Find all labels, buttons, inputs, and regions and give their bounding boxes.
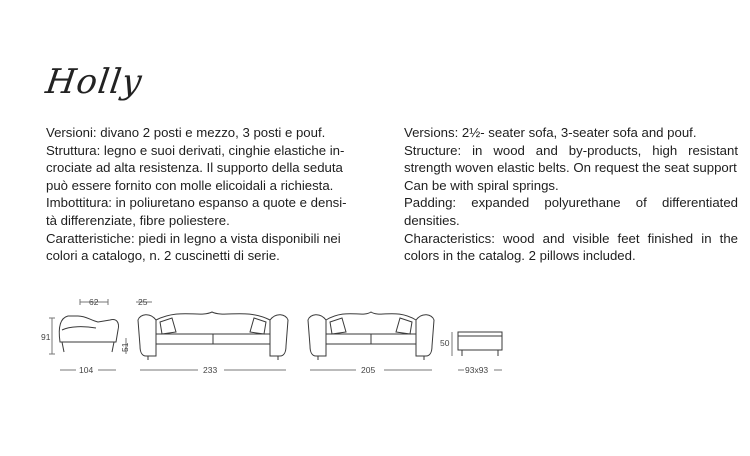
dim-seat-height: 51 <box>120 342 130 352</box>
sofa-2-seater-drawing <box>308 312 434 370</box>
side-view-drawing <box>49 299 126 370</box>
en-characteristics: Characteristics: wood and visible feet finished in the colors in the catalog. 2 pillows included. <box>404 230 738 264</box>
sofa-3-seater-drawing <box>136 302 288 370</box>
product-title: Holly <box>43 62 145 102</box>
dim-sofa3-width: 233 <box>203 365 218 375</box>
it-line: colori a catalogo, n. 2 cuscinetti di serie. <box>46 248 280 264</box>
dim-side-depth-top: 62 <box>89 297 99 307</box>
en-springs: Can be with spiral springs. <box>404 177 559 193</box>
dim-pouf-height: 50 <box>440 338 450 348</box>
dim-side-depth: 104 <box>79 365 94 375</box>
it-line: crociate ad alta resistenza. Il supporto della seduta <box>46 160 343 176</box>
dim-arm-width: 25 <box>138 297 148 307</box>
it-line: Struttura: legno e suoi derivati, cinghie elastiche in- <box>46 142 345 158</box>
en-padding: Padding: expanded polyurethane of differentiated densities. <box>404 195 738 228</box>
it-line: Versioni: divano 2 posti e mezzo, 3 posti e pouf. <box>46 125 326 140</box>
it-line: Imbottitura: in poliuretano espanso a quote e densi- <box>46 195 347 211</box>
it-line: Caratteristiche: piedi in legno a vista disponibili nei <box>46 230 341 246</box>
en-versions: Versions: 2½- seater sofa, 3-seater sofa and pouf. <box>404 125 697 140</box>
description-italian <box>46 124 382 265</box>
it-line: può essere fornito con molle elicoidali a richiesta. <box>46 177 334 193</box>
en-structure: Structure: in wood and by-products, high resistant strength woven elastic belts. On request the seat support <box>404 142 738 176</box>
description-english <box>404 124 738 265</box>
dimension-drawings <box>0 290 750 380</box>
it-line: tà differenziate, fibre poliestere. <box>46 212 230 228</box>
technical-drawing <box>0 290 750 380</box>
dim-side-height: 91 <box>41 332 51 342</box>
dim-pouf-size: 93x93 <box>465 365 489 375</box>
dim-sofa2-width: 205 <box>361 365 376 375</box>
